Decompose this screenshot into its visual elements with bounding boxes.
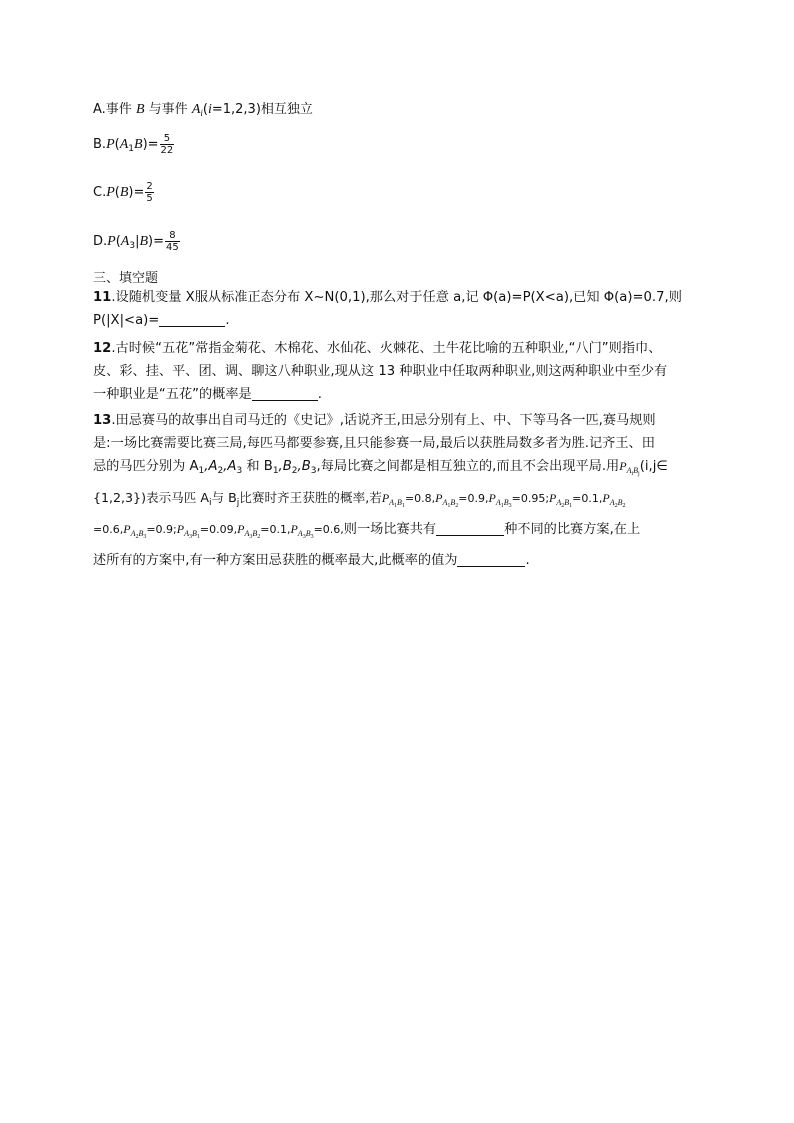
- answer-blank[interactable]: [457, 552, 525, 567]
- fraction: $\frac{2}{5}$: [146, 181, 153, 204]
- option-a: A.事件 B 与事件 $A_i(i=1,2,3)$相互独立: [93, 102, 313, 118]
- question-13: 13.田忌赛马的故事出自司马迁的《史记》,话说齐王,田忌分别有上、中、下等马各一匹,赛马规则 是:一场比赛需要比赛三局,每匹马都要参赛,且只能参赛一局,最后以获胜局数多者为胜.记齐王、田 忌的马匹分别为 $A_1,A_2,A_3$ 和 $B_1,B_2,B_3$,每局比赛之间都是相互独立的,而且不会出现平局.用$P_{AiBj}(i,j\in$ {1,2,3})表示马匹 $A_i$与 $B_j$比赛时齐王获胜的概率,若$P_{A1B1}=0.8,P_{A1B2}=0.9,P_{A1B3}=0.95;P_{A2B1}=0.1,P_{A2B2}$ $=0.6,P_{A2B3}=0.9;P_{A3B1}=0.09,P_{A3B2}=0.1,P_{A3B3}=0.6$,则一场比赛共有 种不同的比赛方案,在上 述所有的方案中,有一种方案田忌获胜的概率最大,此概率的值为 .: [93, 413, 668, 568]
- question-11: 11.设随机变量 X服从标准正态分布 X~N(0,1),那么对于任意 a,记 Φ(a)=P(X<a),已知 Φ(a)=0.7,则 P(|X|<a)= .: [93, 290, 682, 328]
- question-number: 13: [93, 413, 112, 428]
- question-number: 11: [93, 290, 112, 305]
- section-title: 三、填空题: [93, 271, 159, 286]
- answer-blank[interactable]: [252, 386, 318, 401]
- question-12: 12.古时候“五花”常指金菊花、木棉花、水仙花、火棘花、土牛花比喻的五种职业,“八门”则指巾、 皮、彩、挂、平、团、调、聊这八种职业,现从这 13 种职业中任取两种职业,则这两种职业中至少有 一种职业是“五花”的概率是 .: [93, 341, 668, 402]
- answer-blank[interactable]: [159, 312, 225, 327]
- question-number: 12: [93, 341, 112, 356]
- option-c: C.P(B)= $\frac{2}{5}$: [93, 181, 153, 204]
- fraction: $\frac{8}{45}$: [166, 230, 179, 253]
- fraction: $\frac{5}{22}$: [160, 133, 174, 156]
- option-d: $D.P(A_3|B)=$ $\frac{8}{45}$: [93, 230, 179, 253]
- option-a-label: A.: [93, 102, 106, 117]
- answer-blank[interactable]: [436, 521, 504, 536]
- option-b: $B.P(A_1B)=$ $\frac{5}{22}$: [93, 133, 174, 156]
